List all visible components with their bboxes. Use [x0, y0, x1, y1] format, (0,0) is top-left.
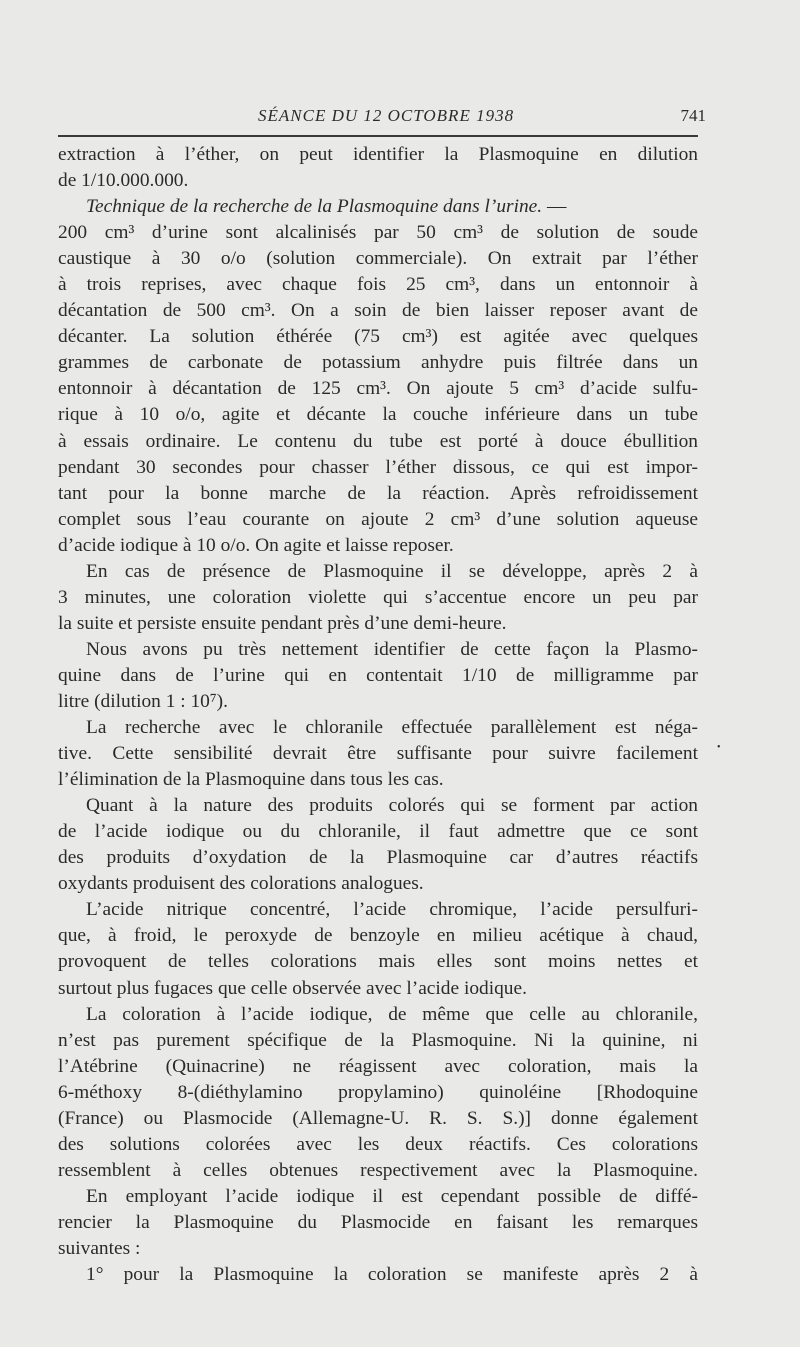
text-line: grammes de carbonate de potassium anhydre puis filtrée dans un: [58, 352, 698, 374]
text-line: d’acide iodique à 10 o/o. On agite et laisse reposer.: [58, 534, 454, 556]
margin-dot: •: [717, 742, 721, 753]
text-line: (France) ou Plasmocide (Allemagne-U. R. S. S.)] donne également: [58, 1107, 698, 1129]
running-title: SÉANCE DU 12 OCTOBRE 1938: [258, 106, 515, 125]
text-line: pendant 30 secondes pour chasser l’éther dissous, ce qui est impor-: [58, 456, 698, 478]
text-line: à essais ordinaire. Le contenu du tube est porté à douce ébullition: [58, 430, 698, 452]
text-line: ressemblent à celles obtenues respectivement avec la Plasmoquine.: [58, 1159, 698, 1181]
text-line: 3 minutes, une coloration violette qui s’accentue encore un peu par: [58, 586, 698, 608]
text-line: des solutions colorées avec les deux réactifs. Ces colorations: [58, 1133, 698, 1155]
text-line: Nous avons pu très nettement identifier de cette façon la Plasmo-: [86, 638, 698, 660]
text-line: quine dans de l’urine qui en contentait 1/10 de milligramme par: [58, 664, 698, 686]
text-line: n’est pas purement spécifique de la Plasmoquine. Ni la quinine, ni: [58, 1029, 698, 1051]
text-line: La coloration à l’acide iodique, de même que celle au chloranile,: [86, 1003, 698, 1025]
text-line: 6-méthoxy 8-(diéthylamino propylamino) quinoléine [Rhodoquine: [58, 1081, 698, 1103]
body-text: [58, 142, 698, 1288]
text-line: tive. Cette sensibilité devrait être suffisante pour suivre facilement: [58, 743, 698, 765]
text-line: suivantes :: [58, 1237, 141, 1259]
text-line: rique à 10 o/o, agite et décante la couche inférieure dans un tube: [58, 404, 698, 426]
text-line: de l’acide iodique ou du chloranile, il faut admettre que ce sont: [58, 821, 698, 843]
text-line: En employant l’acide iodique il est cependant possible de diffé-: [86, 1185, 698, 1207]
text-line: à trois reprises, avec chaque fois 25 cm³, dans un entonnoir à: [58, 274, 698, 296]
text-line: l’Atébrine (Quinacrine) ne réagissent avec coloration, mais la: [58, 1055, 698, 1077]
text-line: des produits d’oxydation de la Plasmoquine car d’autres réactifs: [58, 847, 698, 869]
header-rule: [58, 135, 698, 137]
text-line: extraction à l’éther, on peut identifier la Plasmoquine en dilution: [58, 144, 698, 165]
text-line: complet sous l’eau courante on ajoute 2 cm³ d’une solution aqueuse: [58, 508, 698, 530]
text-line: provoquent de telles colorations mais elles sont moins nettes et: [58, 951, 698, 973]
text-line: décantation de 500 cm³. On a soin de bien laisser reposer avant de: [58, 300, 698, 322]
text-line: surtout plus fugaces que celle observée avec l’acide iodique.: [58, 977, 527, 999]
text-line: Quant à la nature des produits colorés qui se forment par action: [86, 795, 698, 817]
text-line: rencier la Plasmoquine du Plasmocide en faisant les remarques: [58, 1211, 698, 1233]
text-line: caustique à 30 o/o (solution commerciale). On extrait par l’éther: [58, 248, 698, 270]
heading-dash: —: [542, 196, 567, 218]
text-line: 1° pour la Plasmoquine la coloration se manifeste après 2 à: [86, 1264, 698, 1286]
text-line: l’élimination de la Plasmoquine dans tous les cas.: [58, 769, 444, 791]
text-line: la suite et persiste ensuite pendant près d’une demi-heure.: [58, 612, 507, 634]
text-line: L’acide nitrique concentré, l’acide chromique, l’acide persulfuri-: [86, 899, 698, 921]
text-line: oxydants produisent des colorations analogues.: [58, 873, 424, 895]
page-number: 741: [680, 106, 706, 125]
text-line: que, à froid, le peroxyde de benzoyle en milieu acétique à chaud,: [58, 925, 698, 947]
section-heading: Technique de la recherche de la Plasmoquine dans l’urine.: [86, 196, 543, 218]
text-line: litre (dilution 1 : 10⁷).: [58, 690, 228, 712]
page-header: [58, 102, 706, 132]
text-line: décanter. La solution éthérée (75 cm³) est agitée avec quelques: [58, 326, 698, 348]
text-line: 200 cm³ d’urine sont alcalinisés par 50 cm³ de solution de soude: [58, 222, 698, 244]
text-line-heading: [58, 194, 698, 220]
text-line: La recherche avec le chloranile effectuée parallèlement est néga-: [86, 717, 698, 739]
text-line: tant pour la bonne marche de la réaction. Après refroidissement: [58, 482, 698, 504]
text-line: En cas de présence de Plasmoquine il se développe, après 2 à: [86, 560, 698, 582]
text-line: entonnoir à décantation de 125 cm³. On ajoute 5 cm³ d’acide sulfu-: [58, 378, 698, 400]
text-line: de 1/10.000.000.: [58, 170, 189, 192]
